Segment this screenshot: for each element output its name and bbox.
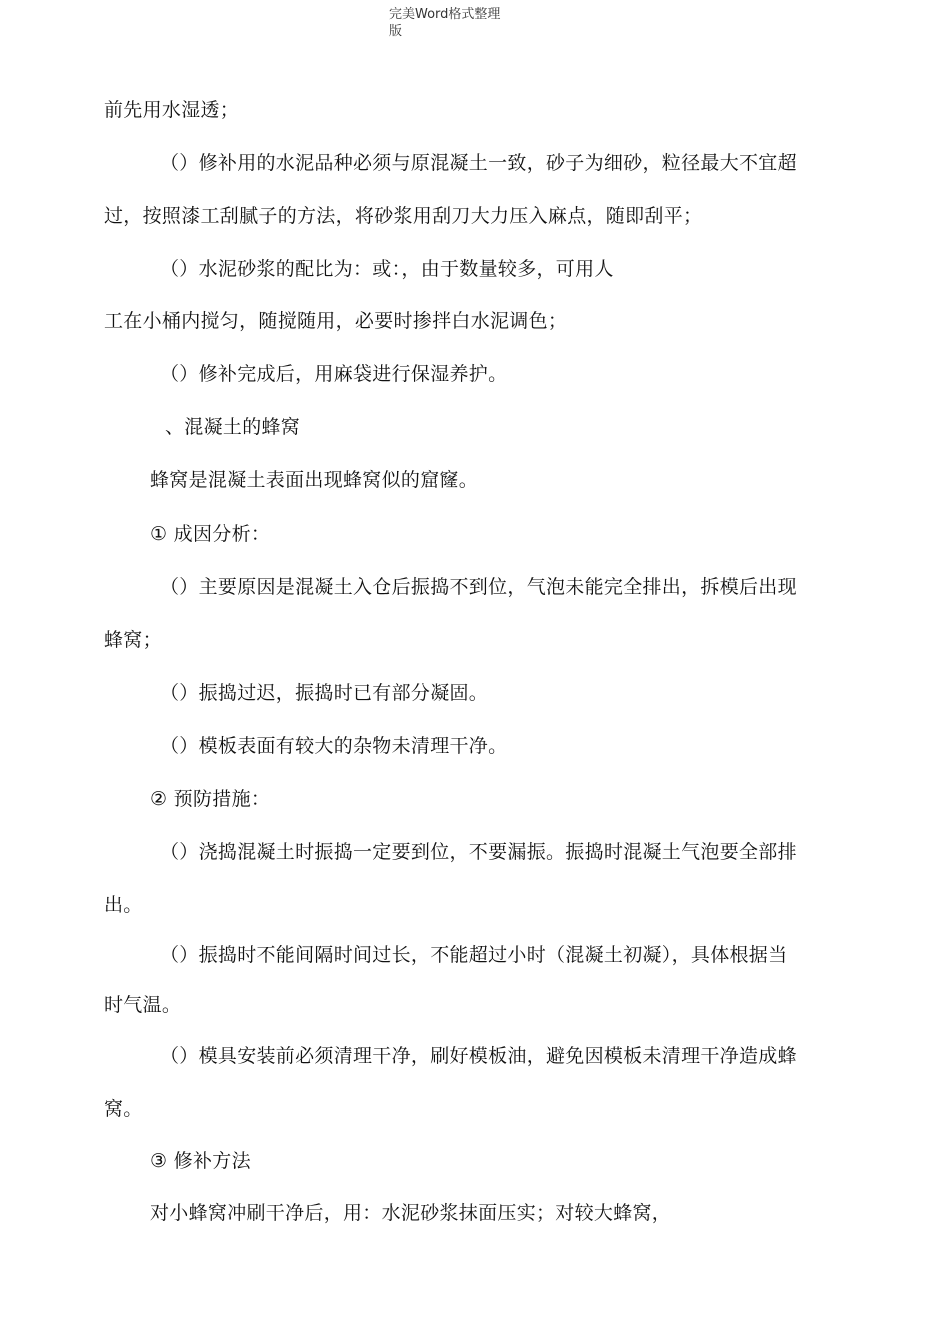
text-line: 工在小桶内搅匀，随搅随用，必要时掺拌白水泥调色； (104, 310, 568, 332)
text-line: 过，按照漆工刮腻子的方法，将砂浆用刮刀大力压入麻点，随即刮平； (104, 205, 703, 227)
text-line: 蜂窝是混凝土表面出现蜂窝似的窟窿。 (150, 469, 479, 491)
text-line: （）浇捣混凝土时振捣一定要到位，不要漏振。振捣时混凝土气泡要全部排 (160, 841, 797, 863)
text-line: （）模板表面有较大的杂物未清理干净。 (160, 735, 508, 757)
section-heading: 、混凝土的蜂窝 (165, 416, 301, 438)
text-line: 前先用水湿透； (104, 99, 240, 121)
subsection-heading: ① 成因分析： (150, 523, 271, 545)
subsection-heading: ③ 修补方法 (150, 1150, 251, 1172)
text-line: （）振捣时不能间隔时间过长，不能超过小时（混凝土初凝），具体根据当 (160, 944, 788, 966)
text-line: （）模具安装前必须清理干净，刷好模板油，避免因模板未清理干净造成蜂 (160, 1045, 797, 1067)
text-line: （）修补完成后，用麻袋进行保湿养护。 (160, 363, 508, 385)
text-line: 蜂窝； (104, 629, 162, 651)
text-line: （）主要原因是混凝土入仓后振捣不到位，气泡未能完全排出，拆模后出现 (160, 576, 797, 598)
header-line-1: 完美Word格式整理 (389, 7, 501, 22)
page-header (389, 6, 539, 40)
text-line: （）修补用的水泥品种必须与原混凝土一致，砂子为细砂，粒径最大不宜超 (160, 152, 797, 174)
text-line: 时气温。 (104, 994, 182, 1016)
text-line: 窝。 (104, 1098, 143, 1120)
text-line: （）振捣过迟，振捣时已有部分凝固。 (160, 682, 489, 704)
text-line: （）水泥砂浆的配比为：或：，由于数量较多，可用人 (160, 258, 614, 280)
subsection-heading: ② 预防措施： (150, 788, 271, 810)
text-line: 对小蜂窝冲刷干净后，用：水泥砂浆抹面压实；对较大蜂窝， (150, 1202, 672, 1224)
header-line-2: 版 (389, 24, 403, 39)
text-line: 出。 (104, 894, 143, 916)
